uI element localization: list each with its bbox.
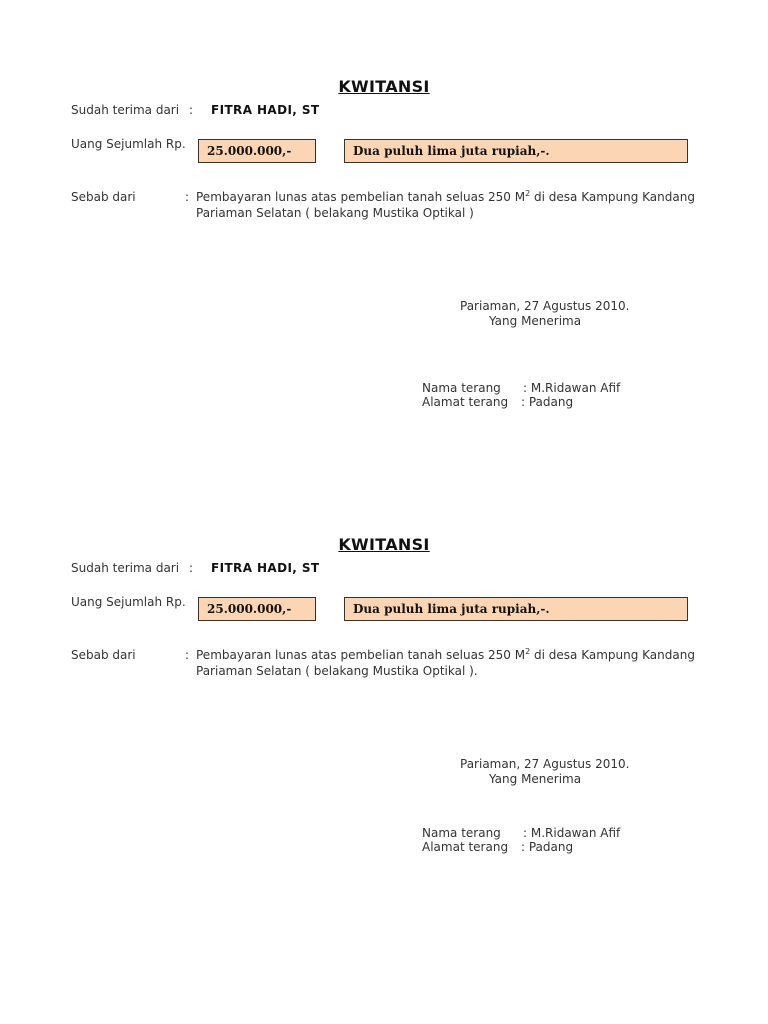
receipt-2 (0, 458, 768, 878)
reason-label: Sebab dari (71, 190, 136, 204)
address-value: : Padang (521, 395, 574, 409)
description-part2: di desa Kampung Kandang Pariaman Selatan ( belakang Mustika Optikal ). (196, 648, 695, 678)
payment-description (196, 647, 716, 679)
receipt-1 (0, 0, 768, 420)
payer-name: FITRA HADI, ST (211, 103, 320, 117)
name-label: Nama terang (422, 826, 501, 840)
receiver-label: Yang Menerima (489, 772, 582, 786)
received-from-label: Sudah terima dari (71, 103, 180, 117)
address-label: Alamat terang (422, 395, 509, 409)
amount-box: 25.000.000,- (198, 597, 316, 621)
amount-box: 25.000.000,- (198, 139, 316, 163)
name-value: : M.Ridawan Afif (523, 826, 621, 840)
amount-label: Uang Sejumlah Rp. (71, 137, 186, 151)
description-part1: Pembayaran lunas atas pembelian tanah seluas 250 M (196, 648, 526, 662)
name-value: : M.Ridawan Afif (523, 381, 621, 395)
name-label: Nama terang (422, 381, 501, 395)
place-date: Pariaman, 27 Agustus 2010. (460, 757, 630, 771)
receipt-title: KWITANSI (338, 77, 430, 96)
receipt-title: KWITANSI (338, 535, 430, 554)
payment-description (196, 189, 716, 221)
amount-words-box: Dua puluh lima juta rupiah,-. (344, 597, 688, 621)
place-date: Pariaman, 27 Agustus 2010. (460, 299, 630, 313)
reason-label: Sebab dari (71, 648, 136, 662)
address-value: : Padang (521, 840, 574, 854)
reason-colon: : (185, 648, 190, 662)
payer-name: FITRA HADI, ST (211, 561, 320, 575)
amount-label: Uang Sejumlah Rp. (71, 595, 186, 609)
received-from-label: Sudah terima dari (71, 561, 180, 575)
description-superscript: 2 (525, 189, 531, 198)
description-part2: di desa Kampung Kandang Pariaman Selatan ( belakang Mustika Optikal ) (196, 190, 695, 220)
reason-colon: : (185, 190, 190, 204)
receiver-label: Yang Menerima (489, 314, 582, 328)
amount-words-box: Dua puluh lima juta rupiah,-. (344, 139, 688, 163)
address-label: Alamat terang (422, 840, 509, 854)
description-part1: Pembayaran lunas atas pembelian tanah seluas 250 M (196, 190, 526, 204)
received-from-colon: : (189, 103, 194, 117)
received-from-colon: : (189, 561, 194, 575)
description-superscript: 2 (525, 647, 531, 656)
